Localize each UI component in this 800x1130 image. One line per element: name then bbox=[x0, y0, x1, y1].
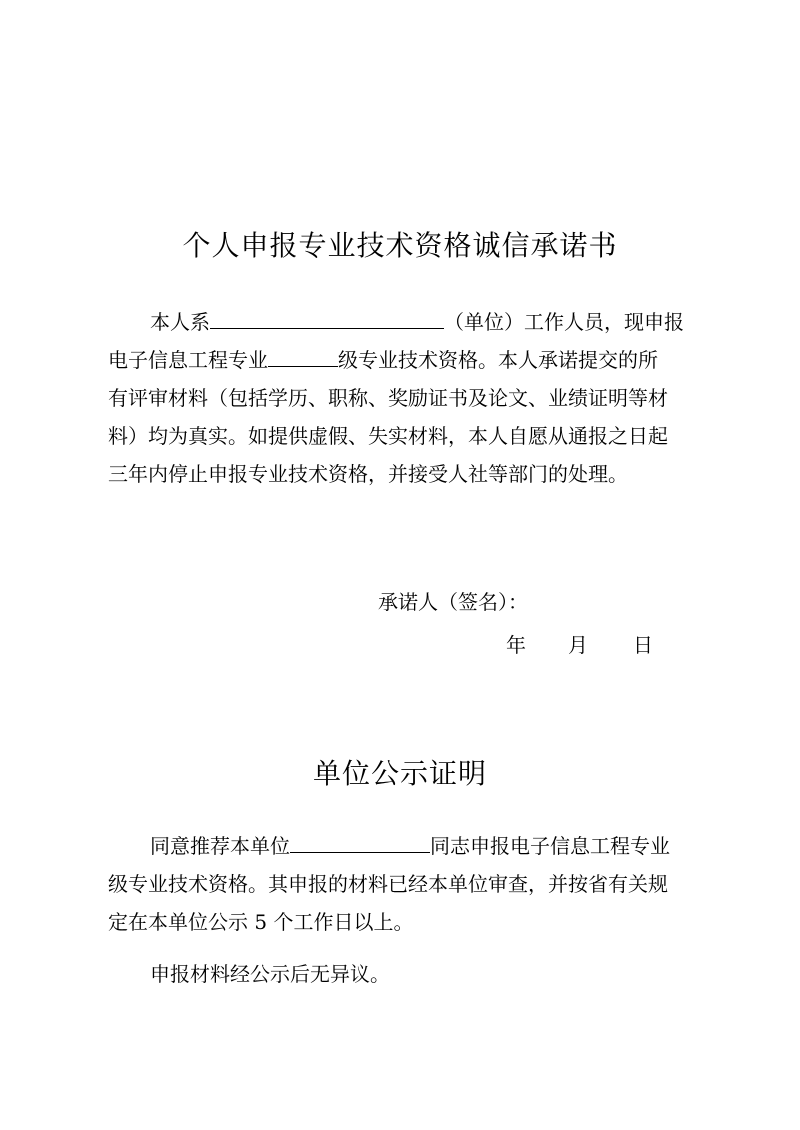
unit-notice-title: 单位公示证明 bbox=[312, 757, 487, 790]
date-month-label: 月 bbox=[568, 633, 588, 657]
pledge-line-1-prefix: 本人系 bbox=[150, 310, 210, 334]
notice-line-1-suffix: 同志申报电子信息工程专业 bbox=[430, 834, 670, 858]
pledge-line-3: 有评审材料（包括学历、职称、奖励证书及论文、业绩证明等材 bbox=[108, 386, 668, 410]
pledge-line-1-suffix: （单位）工作人员，现申报 bbox=[444, 310, 684, 334]
notice-line-1-prefix: 同意推荐本单位 bbox=[150, 834, 290, 858]
pledge-line-2 bbox=[108, 341, 708, 379]
unit-notice-body bbox=[108, 827, 708, 941]
date-day-label: 日 bbox=[633, 633, 653, 657]
notice-line-2: 级专业技术资格。其申报的材料已经本单位审查，并按省有关规 bbox=[108, 872, 668, 896]
pledge-line-2-suffix: 级专业技术资格。本人承诺提交的所 bbox=[338, 348, 658, 372]
unit-notice-closing bbox=[108, 955, 708, 993]
pledge-title: 个人申报专业技术资格诚信承诺书 bbox=[182, 229, 618, 262]
pledge-body bbox=[108, 303, 708, 493]
pledge-line-5: 三年内停止申报专业技术资格，并接受人社等部门的处理。 bbox=[108, 462, 628, 486]
notice-line-1 bbox=[108, 827, 708, 865]
signature-label: 承诺人（签名）： bbox=[378, 590, 528, 614]
date-year-label: 年 bbox=[506, 633, 526, 657]
pledge-line-2-prefix: 电子信息工程专业 bbox=[108, 348, 268, 372]
notice-line-3: 定在本单位公示 5 个工作日以上。 bbox=[108, 910, 414, 934]
person-name-blank[interactable] bbox=[290, 830, 430, 853]
pledge-line-1 bbox=[108, 303, 708, 341]
notice-line-4: 申报材料经公示后无异议。 bbox=[150, 962, 390, 986]
pledge-line-4: 料）均为真实。如提供虚假、失实材料，本人自愿从通报之日起 bbox=[108, 424, 668, 448]
unit-name-blank[interactable] bbox=[210, 306, 444, 329]
level-blank[interactable] bbox=[268, 344, 338, 367]
